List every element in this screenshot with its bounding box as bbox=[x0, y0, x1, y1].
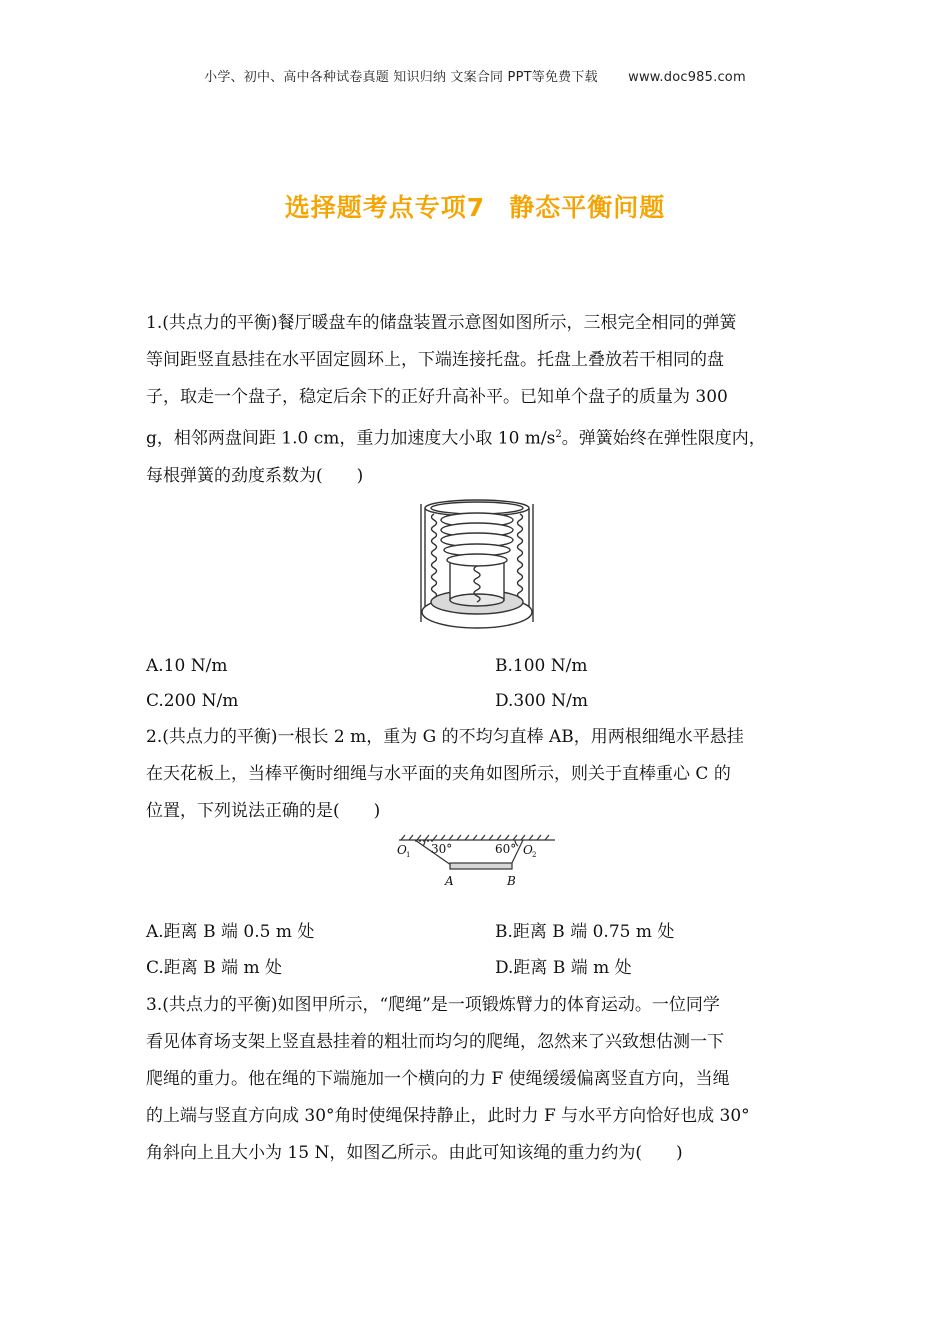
q1-option-d[interactable]: D.300 N/m bbox=[495, 691, 589, 711]
plate-warmer-figure bbox=[412, 490, 542, 640]
q2-option-b[interactable]: B.距离 B 端 0.75 m 处 bbox=[495, 922, 675, 942]
label-o1-sub: 1 bbox=[406, 851, 411, 859]
header-text: 小学、初中、高中各种试卷真题 知识归纳 文案合同 PPT等免费下载 bbox=[204, 70, 598, 85]
question-2 bbox=[146, 719, 811, 830]
label-o2: O bbox=[523, 843, 533, 857]
q2-line: 2.(共点力的平衡)一根长 2 m，重为 G 的不均匀直棒 AB，用两根细绳水平悬挂 bbox=[146, 727, 744, 747]
q3-line: 3.(共点力的平衡)如图甲所示，“爬绳”是一项锻炼臂力的体育运动。一位同学 bbox=[146, 995, 720, 1015]
q2-option-c[interactable]: C.距离 B 端 m 处 bbox=[146, 958, 283, 978]
q3-line: 的上端与竖直方向成 30°角时使绳保持静止，此时力 F 与水平方向恰好也成 30° bbox=[146, 1106, 750, 1126]
q1-line: 子，取走一个盘子，稳定后余下的正好升高补平。已知单个盘子的质量为 300 bbox=[146, 387, 728, 407]
question-1 bbox=[146, 305, 811, 495]
q1-line: 1.(共点力的平衡)餐厅暖盘车的储盘装置示意图如图所示，三根完全相同的弹簧 bbox=[146, 313, 737, 333]
q1-line: 等间距竖直悬挂在水平固定圆环上，下端连接托盘。托盘上叠放若干相同的盘 bbox=[146, 350, 724, 370]
q1-option-a[interactable]: A.10 N/m bbox=[146, 656, 228, 676]
title-part2: 静态平衡问题 bbox=[509, 193, 666, 222]
label-angle-30: 30° bbox=[431, 842, 453, 856]
label-angle-60: 60° bbox=[495, 842, 517, 856]
label-o1: O bbox=[397, 843, 407, 857]
q2-line: 在天花板上，当棒平衡时细绳与水平面的夹角如图所示，则关于直棒重心 C 的 bbox=[146, 764, 731, 784]
q3-line: 看见体育场支架上竖直悬挂着的粗壮而均匀的爬绳，忽然来了兴致想估测一下 bbox=[146, 1032, 724, 1052]
q1-line: g，相邻两盘间距 1.0 cm，重力加速度大小取 10 $m/s^2$。弹簧始终在弹性限度内， bbox=[146, 428, 766, 449]
q1-option-c[interactable]: C.200 N/m bbox=[146, 691, 239, 711]
label-o2-sub: 2 bbox=[532, 851, 537, 859]
q1-line: 每根弹簧的劲度系数为( ) bbox=[146, 465, 364, 486]
q2-option-d[interactable]: D.距离 B 端 m 处 bbox=[495, 958, 632, 978]
label-b: B bbox=[507, 874, 516, 888]
title-part1: 选择题考点专项7 bbox=[284, 193, 486, 222]
label-a: A bbox=[445, 874, 454, 888]
q2-option-a[interactable]: A.距离 B 端 0.5 m 处 bbox=[146, 922, 315, 942]
q3-line: 爬绳的重力。他在绳的下端施加一个横向的力 F 使绳缓缓偏离竖直方向，当绳 bbox=[146, 1069, 730, 1089]
header-url[interactable]: www.doc985.com bbox=[628, 70, 746, 85]
page-title bbox=[0, 188, 950, 224]
rod-figure bbox=[395, 832, 560, 890]
q2-line: 位置，下列说法正确的是( ) bbox=[146, 801, 381, 821]
q3-line: 角斜向上且大小为 15 N，如图乙所示。由此可知该绳的重力约为( ) bbox=[146, 1143, 683, 1163]
page-header bbox=[0, 66, 950, 85]
q1-option-b[interactable]: B.100 N/m bbox=[495, 656, 588, 676]
question-3 bbox=[146, 987, 811, 1172]
